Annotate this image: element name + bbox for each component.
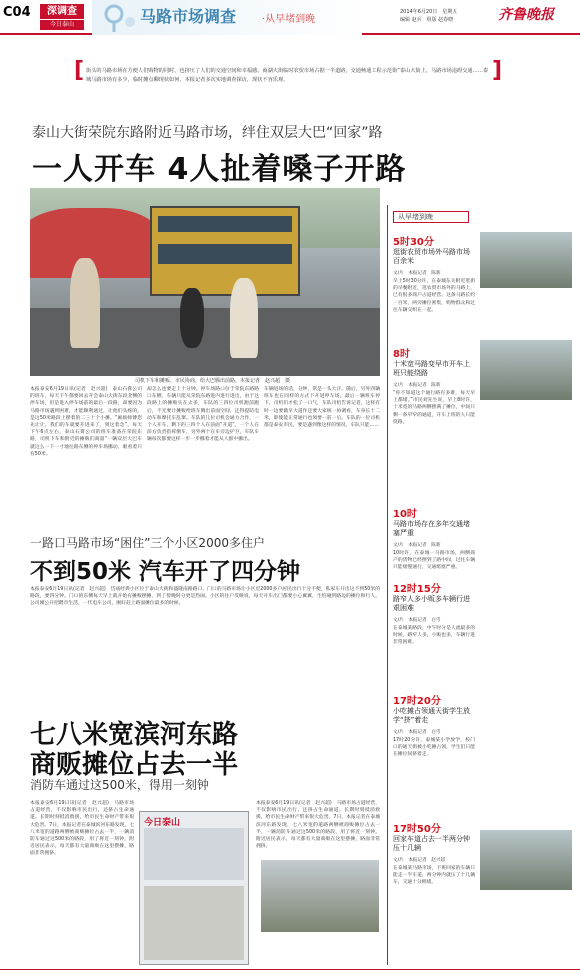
sidebar-item-time: 12时15分 — [393, 584, 441, 595]
sidebar-divider — [387, 205, 388, 965]
story3-body: 本报泰安6月19日讯(记者 赵兴超) 马路市场占道经营，不仅影响市民出行，还挤占生命通道。长期时刻抵消救援，给市民生命财产带来很大危害。7日，本报记者在泰城滨河东路发现，七八米宽的道路两侧被商贩摊位占去一半，一辆消防车通过这500米的路段，用了将近一刻钟。附近居民表示，每天都有大量商贩在这里摆摊，路面非常拥挤。 — [30, 801, 134, 857]
story1-headline: 一人开车 4人扯着嗓子开路 — [32, 152, 407, 187]
sidebar-photo — [480, 340, 572, 400]
story1-body-col3: 车辆进场的话，分钟，常是一头大汗。随后，另外四辆班车也在同样的方式下开进停车场。最后一辆班车停下，司机们才松了一口气，车队司机告诉记者，这样有时一边要做早大道作还要大家统一协调看，车身长十二米，即使能正常通行也须要一前一后。车队的一位司机都是泰安市民，要是遇到像这样的情况，车队只能…… — [264, 387, 380, 429]
newspaper-photo-block — [144, 886, 244, 960]
story3-body-right: 本报泰安6月19日讯(记者 赵兴超) 马路市场占道经营，不仅影响市民出行，还挤占生命通道。长期时刻抵消救援，给市民生命财产带来很大危害。7日，本报记者在泰城滨河东路发现，七八米宽的道路两侧被商贩摊位占去一半，一辆消防车通过这500米的路段，用了将近一刻钟。附近居民表示，每天都有大量商贩在这里摆摊，路面非常拥挤。 — [256, 801, 380, 850]
sidebar-item-time: 17时20分 — [393, 696, 441, 707]
story1-subtitle: 泰山大街荣院东路附近马路市场，绊住双层大巴“回家”路 — [32, 125, 383, 141]
sidebar-item-author: 文/片 本报记者 陈新 — [393, 383, 441, 388]
lead-paragraph: 街头的马路市场在方便人们购物的同时，也挤压了人们的交通空间和幸福感。商湖大街临时农贸市场占据一半道路，交通畅通工程示范街“泰山大街上，马路市场违碍交通……泰城马路市场有多少，临时摊点聊现状如何，本报记者多次实地调查探访，现状不容乐观。 — [86, 68, 489, 83]
sidebar-item-time: 17时50分 — [393, 824, 441, 835]
editor-line: 编辑 赵兵 组版 赵春晓 — [400, 17, 454, 23]
story2-headline: 不到50米 汽车开了四分钟 — [30, 559, 301, 585]
sidebar-item-time: 10时 — [393, 509, 417, 520]
sidebar-item-author: 文/片 本报记者 陈新 — [393, 543, 441, 548]
sidebar-item-title: 逛街农贸市场外马路市场百余米 — [393, 248, 470, 265]
date-line: 2014年6月20日 星期五 — [400, 9, 458, 15]
newspaper-page-photo — [139, 811, 249, 965]
sidebar-item-body: 在泰城某路段，中午时分是人流最多的时候，路窄人多，小贩也多，车辆行进非常困难。 — [393, 626, 475, 646]
map-pin-icon — [100, 2, 140, 34]
sidebar-photo — [480, 232, 572, 288]
banner-title: 马路市场调查 — [140, 7, 237, 26]
sidebar-item-body: 10时许，在泰城一马路市场，两侧商户的货物已经摆到了路中间，过往车辆只能缓慢通行，交通堵塞严重。 — [393, 551, 475, 571]
sidebar-item-author: 文/片 本报记者 白雪 — [393, 730, 441, 735]
street-market-photo — [30, 188, 380, 376]
page-number: C04 — [3, 5, 31, 20]
sidebar-item-title: 十米宽马路变早市开车上班只能绕路 — [393, 360, 470, 377]
newspaper-logo: 齐鲁晚报 — [498, 7, 554, 23]
sidebar-item-title: 马路市场存在多年交通堵塞严重 — [393, 520, 470, 537]
sidebar-title: 从早堵到晚 — [393, 211, 469, 223]
sidebar-item-time: 5时30分 — [393, 237, 434, 248]
sidebar-item-author: 文/片 本报记者 赵兴超 — [393, 858, 446, 863]
story1-body-col2: 却怎么也要走上十分钟。停车场路口位于荣院东路路口东侧，车辆只能从荣院东路进内进行进出，由于这段路上的摊贩实在太多，车队的三四位司机跑前跑后，不光要让摊贩给班车腾出前面空间，还得提防电动车和摩托车乱窜。车队的几位司机会通力合作，一个人开车，剩下的三四个人在前面“开道”，一个人在前方负责指挥倒车，另外两个在车旁边护卫，车队车辆每次都要这样一步一步挪着才能从人群中挪出。 — [147, 387, 259, 443]
sidebar-item-body: “你不知道这个通行路有多难，每天早上都堵。”市民刘先生说，早上8时许，十米宽的马路两侧摆满了摊位，中间只剩一条窄窄的通道，开车上班的人只能绕路。 — [393, 391, 475, 425]
story2-body: 本报泰安6月19日讯(记者 赵兴超) 岱庙经典小区位于泰山大街和盛隆南路路口，门口的马路市场让小区近2000多户居民出行十分不便，私家车开出这不到50米的路段，要四分钟。门口的东侧每天早上就开始有摊贩摆摊，到了傍晚时分更是热闹。小区的住户反映说，每天开车出门都要小心翼翼，生怕碰到路边的摊位和行人。公司刚公开招聘市生活，一代电车公司，刚好赶上路面摊位最多的时候。 — [30, 587, 380, 607]
story1-body-col1: 本报泰安6月19日讯(记者 赵兴超) 泰山石膏公司的班车，每天下午都要回去开会泰山大街东段北侧的停车场，但是进入停车场前的最后一段路，却要因为马路市场遇到困难，才能顺利通过，让他们头疼的，是这50米路段上摆着的二三十个小摊。“麻烦师傅您先让让，我们的车就要开进来了，到这着急”，每天下午6点左右，泰山石膏公司的班车准备在荣院东路，司机下车和附近的摊贩们商量“一辆双层大巴车就这么一下一寸地往路东侧的停车场挪动，眼看着只有50米。 — [30, 387, 142, 457]
sidebar-item-time: 8时 — [393, 349, 410, 360]
sidebar-item-title: 小吃摊占领通天街学生放学“挤”着走 — [393, 707, 470, 724]
sidebar-item-body: 在泰城某马路市场，下班回家的车辆只能走一半车道，两分钟内就压了十几辆车，交通十分拥堵。 — [393, 866, 475, 886]
newspaper-photo-title: 今日泰山 — [144, 818, 181, 828]
sidebar-item-author: 文/片 本报记者 白雪 — [393, 618, 441, 623]
story3-headline-line2: 商贩摊位占去一半 — [30, 750, 239, 780]
road-photo — [261, 860, 379, 932]
page-footer-rule — [0, 969, 580, 980]
sidebar-item-title: 路窄人多小贩多车辆行进艰困难 — [393, 595, 470, 612]
section-title: 深调查 — [40, 4, 84, 19]
section-subtitle: 今日泰山 — [40, 20, 84, 30]
photo-caption: 司机下车和摊贩、市民协商，给大巴腾出前路。本报记者 赵兴超 摄 — [135, 378, 291, 384]
story3-subtitle: 消防车通过这500米，得用一刻钟 — [30, 778, 209, 792]
sidebar-item-body: 17时20分许，泰城某小学放学，校门口的通天街被小吃摊占领，学生们只能在摊位间挤着走。 — [393, 738, 475, 758]
sidebar-photo — [480, 830, 572, 890]
sidebar-item-body: 早上5时30分许，在泰城东关附近逛街的早餐附近，逛农贸市场外的马路上，已有很多商户占道经营。这条马路长约一百米，两旁摊位密集，购物群众和过往车辆交织在一起。 — [393, 279, 475, 313]
newspaper-photo-block — [144, 828, 244, 880]
banner-subtitle: ·从早堵到晚 — [262, 14, 316, 25]
sidebar-item-title: 回家车道占去一半两分钟压十几辆 — [393, 835, 470, 852]
story3-headline-line1: 七八米宽滨河东路 — [30, 720, 239, 750]
left-bracket: [ — [74, 58, 85, 83]
right-bracket: ] — [492, 58, 503, 83]
story2-subtitle: 一路口马路市场“困住”三个小区2000多住户 — [30, 536, 265, 550]
sidebar-item-author: 文/片 本报记者 陈新 — [393, 271, 441, 276]
